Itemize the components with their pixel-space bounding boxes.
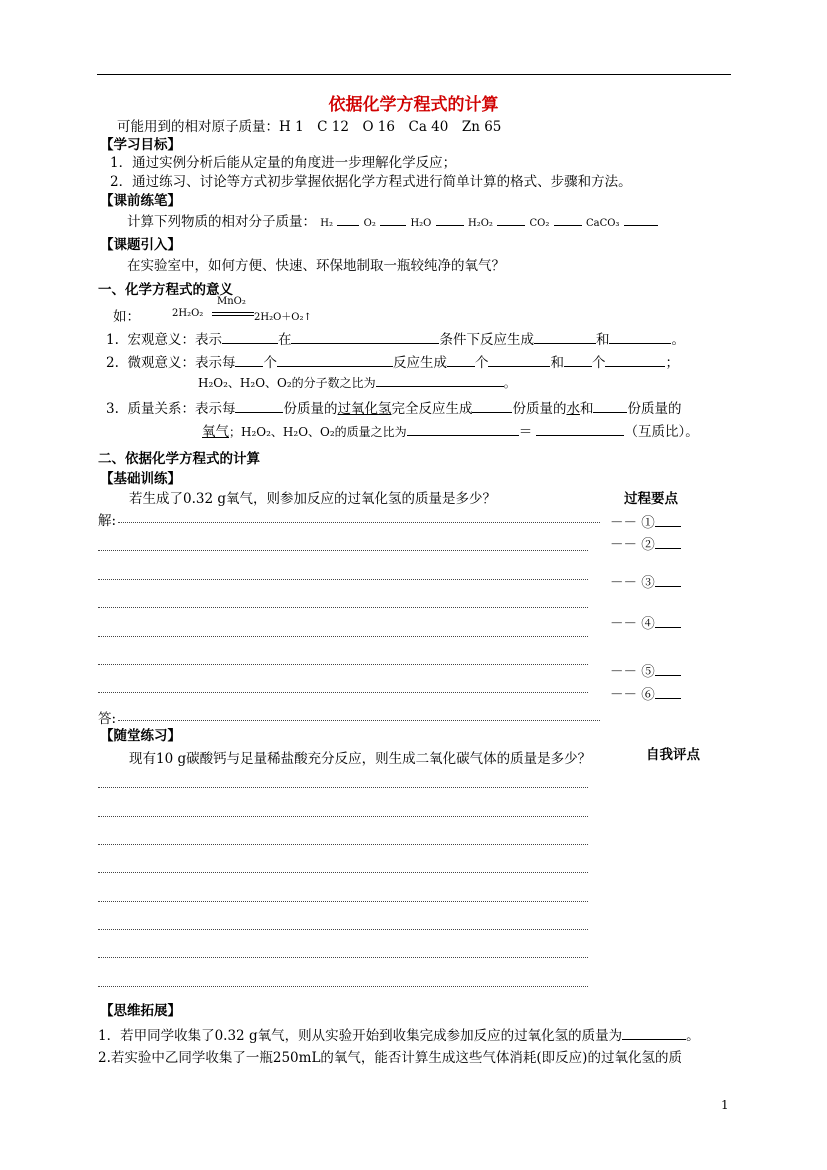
section2-heading: 二、依据化学方程式的计算 [98,451,260,467]
blank-macro-1[interactable] [222,332,278,344]
extension-question-1: 1．若甲同学收集了0.32 g氧气，则从实验开始到收集完成参加反应的过氧化氢的质量为 。 [98,1028,700,1044]
class-practice-heading: 【随堂练习】 [100,728,181,744]
solve-label: 解: [98,513,117,529]
intro-question: 在实验室中，如何方便、快速、环保地制取一瓶较纯净的氧气？ [127,258,505,274]
answer-line[interactable] [98,636,588,637]
blank-co2[interactable] [554,214,582,226]
process-point-6: －－ ⑥ [610,683,681,703]
answer-line[interactable] [98,664,588,665]
blank-h2o[interactable] [436,214,464,226]
process-point-5: －－ ⑤ [610,660,681,680]
blank-micro-5[interactable] [564,355,592,367]
blank-macro-2[interactable] [291,332,439,344]
answer-line[interactable] [98,986,588,987]
blank-extension-1[interactable] [622,1028,686,1040]
class-practice-question: 现有10 g碳酸钙与足量稀盐酸充分反应，则生成二氧化碳气体的质量是多少？ [129,751,592,767]
blank-h2o2[interactable] [497,214,525,226]
answer-label: 答: [98,711,117,727]
blank-mass-1[interactable] [235,401,283,413]
equation-left: 2H₂O₂ [172,308,204,319]
process-point-1: －－ ① [610,511,681,531]
self-eval-heading: 自我评点 [646,747,700,763]
blank-micro-1[interactable] [235,355,263,367]
pre-practice-heading: 【课前练笔】 [100,193,181,209]
atomic-masses: 可能用到的相对原子质量：H 1 C 12 O 16 Ca 40 Zn 65 [117,119,502,135]
answer-line[interactable] [98,579,588,580]
page-title: 依据化学方程式的计算 [328,95,499,115]
section1-heading: 一、化学方程式的意义 [98,282,233,298]
formula-co2: CO₂ [529,218,550,229]
answer-line[interactable] [98,816,588,817]
answer-line[interactable] [98,844,588,845]
blank-h2[interactable] [337,214,359,226]
equation-right: 2H₂O＋O₂↑ [254,312,312,323]
goals-heading: 【学习目标】 [100,137,181,153]
process-point-2: －－ ② [610,533,681,553]
meaning-item-3-line2: 氧气；H₂O₂、H₂O、O₂的质量之比为 ＝ （互质比）。 [202,424,699,440]
answer-line[interactable] [98,929,588,930]
process-heading: 过程要点 [624,491,678,507]
blank-macro-3[interactable] [534,332,596,344]
blank-micro-4[interactable] [488,355,550,367]
formula-h2o: H₂O [410,218,432,229]
process-point-3: －－ ③ [610,571,681,591]
basic-training-heading: 【基础训练】 [100,471,181,487]
answer-line[interactable] [98,607,588,608]
answer-line[interactable] [98,957,588,958]
page-number: 1 [721,1098,729,1112]
blank-micro-6[interactable] [605,355,665,367]
answer-line[interactable] [98,787,588,788]
extension-question-2: 2.若实验中乙同学收集了一瓶250mL的氧气，能否计算生成这些气体消耗(即反应)的过氧化氢的质 [98,1050,682,1066]
formula-caco3: CaCO₃ [585,218,620,229]
equation-arrow [212,312,254,316]
meaning-item-2: 2. 微观意义：表示每 个 反应生成 个 和 个 ； [106,355,679,371]
answer-line[interactable] [98,901,588,902]
answer-line[interactable] [118,720,600,721]
formula-h2o2: H₂O₂ [467,218,493,229]
pre-practice-line [127,210,658,230]
blank-caco3[interactable] [624,214,658,226]
goal-item-2: 2．通过练习、讨论等方式初步掌握依据化学方程式进行简单计算的格式、步骤和方法。 [110,174,632,190]
answer-line[interactable] [98,550,588,551]
blank-micro-2[interactable] [277,355,393,367]
blank-macro-4[interactable] [609,332,671,344]
answer-line[interactable] [98,692,588,693]
blank-mass-ratio-2[interactable] [536,424,624,436]
blank-micro-ratio[interactable] [376,375,504,387]
pre-practice-prompt: 计算下列物质的相对分子质量： [127,214,316,230]
formula-h2: H₂ [320,218,334,229]
answer-line[interactable] [118,522,600,523]
blank-o2[interactable] [380,214,406,226]
blank-mass-2[interactable] [472,401,512,413]
equation-catalyst: MnO₂ [217,296,246,307]
meaning-item-1: 1. 宏观意义：表示 在 条件下反应生成 和 。 [106,332,685,348]
blank-mass-ratio-1[interactable] [407,424,519,436]
meaning-item-2-line2: H₂O₂、H₂O、O₂的分子数之比为 。 [198,376,516,390]
formula-o2: O₂ [363,218,376,229]
extension-heading: 【思维拓展】 [100,1003,181,1019]
goal-item-1: 1．通过实例分析后能从定量的角度进一步理解化学反应； [110,155,457,171]
answer-line[interactable] [98,872,588,873]
meaning-item-3: 3. 质量关系：表示每 份质量的过氧化氢完全反应生成 份质量的水和 份质量的 [106,401,682,417]
process-point-4: －－ ④ [610,612,681,632]
basic-question: 若生成了0.32 g氧气，则参加反应的过氧化氢的质量是多少？ [129,491,496,507]
header-rule [97,74,731,75]
blank-micro-3[interactable] [447,355,475,367]
example-label: 如： [113,309,140,325]
intro-heading: 【课题引入】 [100,237,181,253]
blank-mass-3[interactable] [593,401,627,413]
